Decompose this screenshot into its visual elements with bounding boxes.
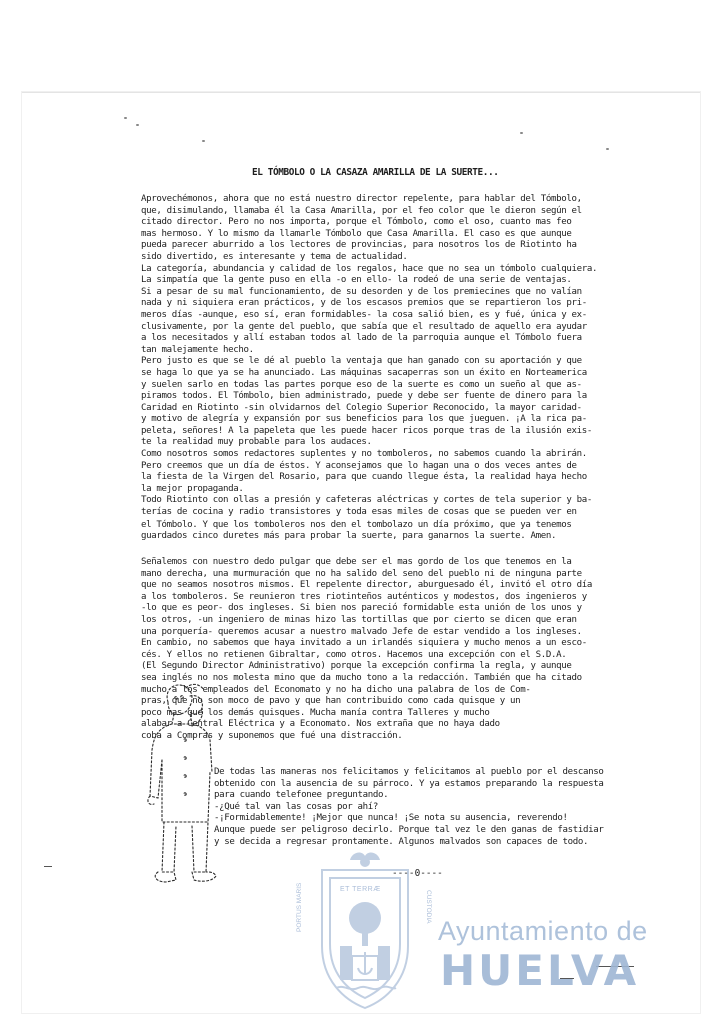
text-line: poco mas que los demás quisques. Mucha manía contra Talleres y mucho <box>141 707 490 718</box>
text-line: que no seamos nosotros mismos. El repelente director, aburguesado él, invitó el otro día <box>141 580 592 591</box>
text-line: clusivamente, por la gente del pueblo, que sabía que el resultado de aquello era ayudar <box>141 321 587 332</box>
separator: ----0---- <box>392 868 443 879</box>
text-line: (El Segundo Director Administrativo) porque la excepción confirma la regla, y aunque <box>141 661 572 672</box>
watermark-shield-right-text: CUSTODIA <box>425 890 432 924</box>
text-line: los otros, -un ingeniero de minas hizo las tortillas que por cierto se dicen que eran <box>141 614 577 625</box>
text-line: Pero creemos que un día de éstos. Y aconsejamos que lo hagan una o dos veces antes de <box>141 460 577 471</box>
text-line: La categoría, abundancia y calidad de los regalos, hace que no sea un tómbolo cualquiera. <box>141 263 598 274</box>
text-line: Como nosotros somos redactores suplentes y no tomboleros, no sabemos cuando la abrirán. <box>141 449 587 460</box>
text-line: te la realidad muy probable para los audaces. <box>141 437 372 448</box>
paragraph-block-3 <box>214 767 604 848</box>
text-line: pras, que no son moco de pavo y que han contribuido como cada quisque y un <box>141 696 521 707</box>
text-line: citado director. Pero no nos importa, porque el Tómbolo, como el oso, cuanto mas feo <box>141 217 572 228</box>
text-line: -lo que es peor- dos ingleses. Si bien nos pareció formidable esta unión de los unos y <box>141 603 582 614</box>
text-line: la fiesta de la Virgen del Rosario, para que cuando llegue ésta, la realidad haya hecho <box>141 472 587 483</box>
text-line: el Tómbolo. Y que los tomboleros nos den el tombolazo un día próximo, que ya tenemos <box>141 519 572 530</box>
text-line: mucho a los empleados del Economato y no ha dicho una palabra de los de Com- <box>141 684 531 695</box>
text-line: guardados cinco duretes más para probar la suerte, para ganarnos la suerte. Amen. <box>141 531 557 542</box>
speck-mark <box>136 124 139 126</box>
text-line: peleta, señores! A la papeleta que les puede hacer ricos porque tras de la ilusión exis- <box>141 425 592 436</box>
text-line: una porquería- queremos acusar a nuestro malvado Jefe de estar vendido a los ingleses. <box>141 626 582 637</box>
text-line: sea inglés no nos molesta mino que da mucho tono a la redacción. También que ha citado <box>141 672 582 683</box>
text-line: Señalemos con nuestro dedo pulgar que debe ser el mas gordo de los que tenemos en la <box>141 557 572 567</box>
text-line: Si a pesar de su mal funcionamiento, de su desorden y de los premiecines que no valían <box>141 286 582 297</box>
paragraph-block-1 <box>141 194 597 543</box>
text-line: Aunque puede ser peligroso decirlo. Porque tal vez le den ganas de fastidiar <box>214 824 604 835</box>
watermark-line-2: HUELVA <box>440 946 640 995</box>
text-line: y suelen sarlo en todas las partes porque eso de la suerte es como un sueño al que as- <box>141 379 582 390</box>
document-title: EL TÓMBOLO O LA CASAZA AMARILLA DE LA SUERTE... <box>252 167 499 178</box>
text-line: la mejor propaganda. <box>141 483 244 494</box>
text-line: Todo Riotinto con ollas a presión y cafeteras aléctricas y cortes de tela superior y ba- <box>141 495 592 506</box>
text-line: cés. Y ellos no retienen Gibraltar, como otros. Hacemos una excepción con el S.D.A. <box>141 649 567 660</box>
text-line: y motivo de alegría y expansión por sus beneficios para los que jueguen. ¡A la rica pa- <box>141 414 587 425</box>
text-line: alabar a Central Eléctrica y a Economato. Nos extraña que no haya dado <box>141 719 500 730</box>
telephone-man-sketch-icon <box>128 676 240 892</box>
text-line: Pero justo es que se le dé al pueblo la ventaja que han ganado con su aportación y que <box>141 356 582 367</box>
text-line: sido divertido, es interesante y tema de actualidad. <box>141 251 408 262</box>
text-line: se haga lo que ya se ha anunciado. Las máquinas sacaperras son un éxito en Norteamerica <box>141 367 587 378</box>
text-line: En cambio, no sabemos que haya invitado a un irlandés siquiera y mucho menos a un esco- <box>141 638 587 649</box>
text-line: mano derecha, una murmuración que no ha salido del seno del pueblo ni de ninguna parte <box>141 568 582 579</box>
watermark-shield-left-text: PORTUS MARIS <box>296 882 303 932</box>
text-line: La simpatía que la gente puso en ella -o en ello- la rodeó de una serie de ventajas. <box>141 275 572 286</box>
text-line: nada y ni siquiera eran prácticos, y de los escasos premios que se repartieron los pri- <box>141 298 587 309</box>
text-line: obtenido con la ausencia de su párroco. Y ya estamos preparando la respuesta <box>214 778 604 789</box>
text-line: terías de cocina y radio transistores y toda esas miles de cosas que se pueden ver en <box>141 507 577 518</box>
speck-mark <box>124 117 127 119</box>
text-line: De todas las maneras nos felicitamos y felicitamos al pueblo por el descanso <box>214 767 604 777</box>
text-line: y se decida a regresar prontamente. Algunos malvados son capaces de todo. <box>214 836 589 847</box>
watermark-line-1: Ayuntamiento de <box>438 916 648 946</box>
text-line: -¡Formidablemente! ¡Mejor que nunca! ¡Se nota su ausencia, reverendo! <box>214 813 568 824</box>
text-line: a los tomboleros. Se reunieron tres riotinteños auténticos y modestos, dos ingenieros y <box>141 591 587 602</box>
text-line: meros días -aunque, eso sí, eran formidables- la cosa salió bien, es y fué, única y ex- <box>141 309 587 320</box>
margin-mark <box>44 866 52 867</box>
text-line: a los necesitados y allí estaban todos al lado de la parroquia aunque el Tómbolo fuera <box>141 333 582 344</box>
text-line: Caridad en Riotinto -sin olvidarnos del Colegio Superior Reconocido, la mayor caridad- <box>141 402 582 413</box>
text-line: piramos todos. El Tómbolo, bien administrado, puede y debe ser fuente de dinero para la <box>141 391 587 402</box>
speck-mark <box>606 148 609 150</box>
text-line: para cuando telefonee preguntando. <box>214 790 389 801</box>
text-line: tan malejamente hecho. <box>141 344 254 355</box>
text-line: Aprovechémonos, ahora que no está nuestro director repelente, para hablar del Tómbolo, <box>141 194 582 204</box>
text-line: coba a Compras y suponemos que fué una distracción. <box>141 730 403 741</box>
watermark-shield-icon <box>300 848 430 1014</box>
text-line: mas hermoso. Y lo mismo da llamarle Tómbolo que Casa Amarilla. El caso es que aunque <box>141 228 572 239</box>
watermark-shield-top-text: ET TERRÆ <box>340 886 381 893</box>
speck-mark <box>202 140 205 142</box>
text-line: que, disimulando, llamaba él la Casa Amarilla, por el feo color que le dieron según el <box>141 205 582 216</box>
text-line: pueda parecer aburrido a los lectores de provincias, para nosotros los de Riotinto ha <box>141 240 577 251</box>
speck-mark <box>520 132 523 134</box>
text-line: -¿Qué tal van las cosas por ahí? <box>214 801 378 812</box>
